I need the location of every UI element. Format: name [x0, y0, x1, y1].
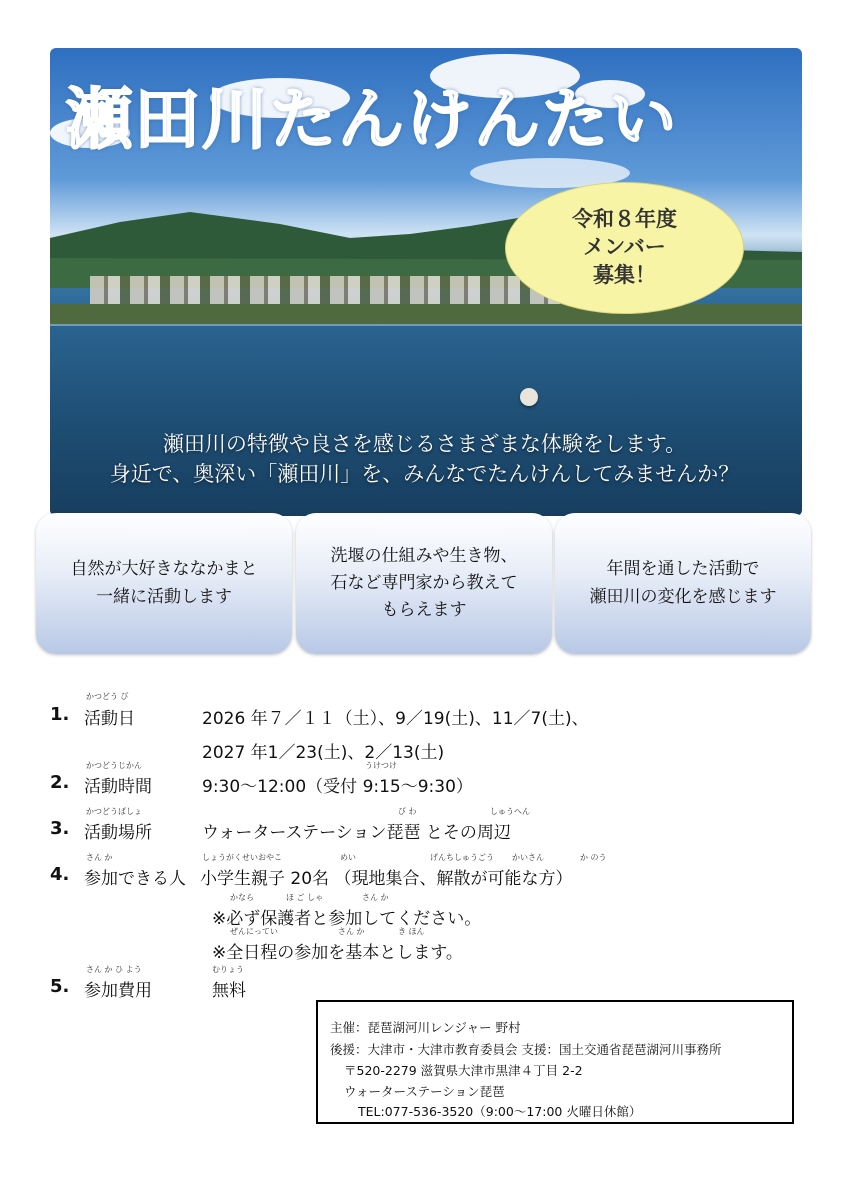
water-reflection	[50, 324, 802, 326]
feature-text: 自然が大好きななかまと	[70, 559, 258, 580]
shoreline	[50, 304, 802, 324]
buoy	[520, 388, 538, 406]
organizer-info-box	[316, 1000, 794, 1124]
item-value: 2026 年７／１１（土）、9／19(土)、11／7(土)、	[202, 709, 589, 729]
ruby-text: めい	[340, 853, 356, 862]
item-label: 参加できる人	[84, 869, 186, 889]
sponsor-line: 後援：大津市・大津市教育委員会 支援：国土交通省琵琶湖河川事務所	[330, 1042, 722, 1057]
item-value: 無料	[212, 981, 246, 1001]
item-number: 1.	[50, 704, 70, 725]
feature-box	[555, 513, 811, 654]
ruby-text: かつどう び	[86, 692, 129, 701]
note-text: ※全日程の参加を基本とします。	[212, 943, 463, 963]
feature-text: もらえます	[381, 600, 467, 621]
ruby-text: かつどうじかん	[86, 761, 142, 770]
recruit-badge	[505, 182, 744, 314]
item-number: 4.	[50, 864, 70, 885]
venue-line: ウォーターステーション琵琶	[344, 1084, 505, 1099]
ruby-text: かいさん	[512, 853, 544, 862]
organizer-line: 主催：琵琶湖河川レンジャー 野村	[330, 1020, 521, 1035]
feature-box	[296, 513, 552, 654]
ruby-text: さん か	[338, 927, 365, 936]
note-text: ※必ず保護者と参加してください。	[212, 909, 482, 929]
ruby-text: さん か	[362, 893, 389, 902]
ruby-text: ぜんにってい	[230, 927, 278, 936]
item-label: 活動日	[84, 709, 135, 729]
ruby-text: か のう	[580, 853, 607, 862]
badge-line: メンバー	[583, 235, 666, 260]
ruby-text: かつどうばしょ	[86, 807, 142, 816]
item-value: 9:30～12:00（受付 9:15～9:30）	[202, 777, 473, 797]
ruby-text: むりょう	[212, 965, 244, 974]
phone-line: TEL:077-536-3520（9:00～17:00 火曜日休館）	[358, 1104, 642, 1119]
item-value: 2027 年1／23(土)、2／13(土)	[202, 743, 445, 763]
item-number: 3.	[50, 818, 70, 839]
item-label: 活動時間	[84, 777, 152, 797]
ruby-text: しょうがくせいおやこ	[202, 853, 282, 862]
address-line: 〒520-2279 滋賀県大津市黒津４丁目 2-2	[344, 1063, 583, 1078]
ruby-text: び わ	[398, 807, 417, 816]
ruby-text: き ほん	[398, 927, 425, 936]
feature-text: 瀬田川の変化を感じます	[589, 586, 777, 607]
feature-text: 年間を通した活動で	[606, 559, 760, 580]
feature-text: 洗堰の仕組みや生き物、	[330, 545, 518, 566]
feature-box	[36, 513, 292, 654]
page-title: 瀬田川たんけんたい	[66, 81, 678, 158]
ruby-text: ほ ご しゃ	[286, 893, 324, 902]
ruby-text: さん か ひ よう	[86, 965, 142, 974]
feature-text: 一緒に活動します	[96, 586, 232, 607]
ruby-text: さん か	[86, 853, 113, 862]
ruby-text: かなら	[230, 893, 254, 902]
item-value: 小学生親子 20名 （現地集合、解散が可能な方）	[200, 869, 573, 889]
intro-line: 瀬田川の特徴や良さを感じるさまざまな体験をします。	[162, 432, 687, 456]
item-value: ウォーターステーション琵琶 とその周辺	[202, 823, 511, 843]
badge-line: 募集！	[593, 262, 656, 287]
item-label: 活動場所	[84, 823, 152, 843]
badge-line: 令和８年度	[572, 207, 677, 232]
item-number: 5.	[50, 976, 70, 997]
feature-text: 石など専門家から教えて	[330, 572, 518, 593]
ruby-text: うけつけ	[365, 761, 397, 770]
ruby-text: しゅうへん	[490, 807, 530, 816]
item-number: 2.	[50, 772, 70, 793]
ruby-text: げんちしゅうごう	[430, 853, 494, 862]
intro-line: 身近で、奥深い「瀬田川」を、みんなでたんけんしてみませんか？	[109, 462, 740, 486]
item-label: 参加費用	[84, 981, 152, 1001]
